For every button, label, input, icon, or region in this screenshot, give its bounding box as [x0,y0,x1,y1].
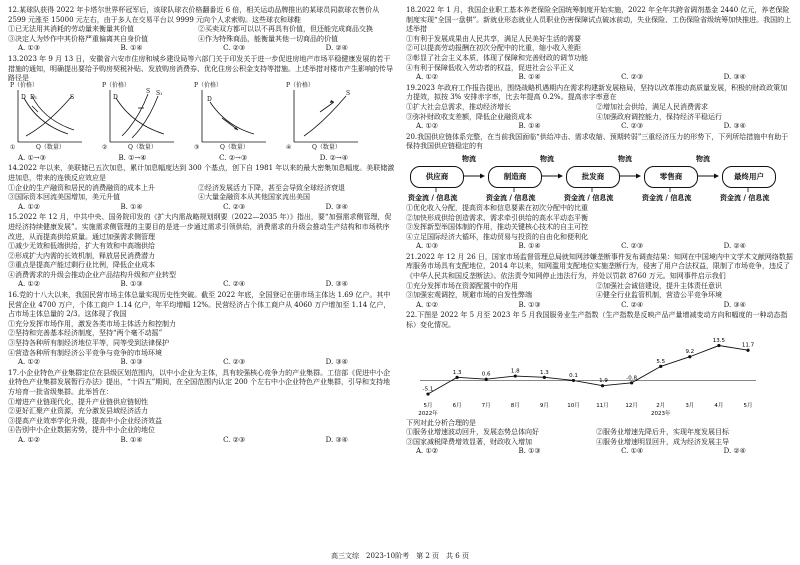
statement-item: ③国际资本回流美国增加，美元升值 [8,193,120,202]
flow-label-top: 物流 [540,153,554,163]
question-stem: 14.2022 年以来，美联储已五次加息，累计加息幅度达到 300 个基点，创下自 1981 年以来的最大密集加息幅度。美联储激进加息，带来的连锁反应效应是 [8,164,395,182]
answer-option-b[interactable]: B. ①④ [120,44,143,53]
chart-option-label: ① [10,143,16,151]
tick-label: 4月 [714,402,724,409]
statement-item: ④服务业增速明显回升，成为经济发展主导 [596,437,729,446]
question-22 [406,311,794,457]
statement-item: ①已无法用其消耗的劳动量来衡量其价值 [8,25,134,34]
curve-label: S₁ [156,89,163,97]
axis-label: Q（数量） [220,143,249,151]
answer-options [8,358,348,368]
answer-options [406,447,746,457]
data-point [426,392,429,395]
answer-option-d[interactable]: D. ③④ [723,300,746,309]
statement-item: ①增进产业链现代化，提升产业链供应链韧性 [8,397,148,406]
answer-option-d[interactable]: D. ③④ [325,280,348,289]
axis-label: P（价格） [194,81,223,89]
answer-options [406,242,746,252]
answer-option-a[interactable]: A. ①③ [18,44,41,53]
question-prompt: 下列对此分析合理的是 [406,418,476,427]
statement-item: ④有利于保障低收入劳动者的权益，促进社会公平正义 [406,63,574,72]
question-17 [8,369,396,446]
question-stem: 19.2023 年政府工作报告提出，围绕战略机遇期内在需求构建新发展格局，坚持以改革推动高质量发展，积极的财政政策加力提效，拟按 3% 安排赤字率，比去年提高 0.2%。提高赤字率意在 [406,83,788,102]
data-label: -5.1 [422,386,434,393]
chart-option-label: ④ [286,143,292,151]
question-stem: 15.2022 年 12 月，中共中央、国务院印发的《扩大内需战略规划纲要（2022—2035 年）》指出，要“加强需求侧管理，促进经济持续健康发展”。实施需求侧管理的主要目的是进一步通过需求引领供给，消费需求的升级会推动生产结构和市场秩序改进，从而提高供给质量。通过加强需求侧管理 [8,213,392,241]
question-13 [8,55,396,163]
statement-item: ①减少无效和低端供给，扩大有效和中高端供给 [8,242,155,251]
statement-item: ①充分发挥市场作用，激发各类市场主体活力和控制力 [8,319,176,328]
answer-option-c[interactable]: C. ②→③ [219,153,248,162]
axis-label: Q（数量） [36,143,65,151]
data-label: 13.5 [712,337,726,344]
question-20 [406,133,794,252]
tick-label: 11月 [596,402,609,409]
statement-item: ③提高产业效率学化升级，提高中小企业经济效益 [8,416,162,425]
answer-option-c[interactable]: C. ②③ [223,44,246,53]
answer-option-c[interactable]: C. ②③ [621,73,644,82]
answer-option-c[interactable]: C. ②③ [621,122,644,131]
statement-item: ①企业的生产融资和居民的消费融资的成本上升 [8,183,155,192]
curve-label: S [146,87,151,95]
question-stem: 22.下图是 2022 年 5 月至 2023 年 5 月我国服务业生产指数（生产指数是反映产品产量增减变动方向和幅度的一种动态指标）变化情况。 [406,311,788,330]
axis-label: Q（数量） [128,143,157,151]
answer-options [8,436,348,446]
data-label: 5.5 [656,358,666,365]
answer-options [8,280,348,290]
answer-option-c[interactable]: C. ①④ [621,447,644,456]
answer-option-c[interactable]: C. ②③ [223,202,246,211]
answer-option-b[interactable]: B. ①④ [518,73,541,82]
year-label: 2023年 [650,410,671,417]
statement-item: ④加强政府调控能力，保持经济平稳运行 [596,112,722,121]
flow-label-bottom: 资金流 / 信息流 [720,192,770,202]
tick-label: 5月 [743,402,753,409]
answer-option-d[interactable]: D. ③④ [325,358,348,367]
statement-item: ③发挥新型举国体制的作用，推动关键核心技术的自主可控 [406,223,588,232]
question-12 [8,6,396,54]
axis-label: Q（数量） [312,143,341,151]
data-point [514,374,517,377]
answer-option-a[interactable]: A. ①→③ [18,153,46,162]
flow-label-bottom: 资金流 / 信息流 [642,192,692,202]
tick-label: 10月 [567,402,580,409]
question-stem: 20.我国供应链体系完整，在当前我国面临“供给冲击、需求收缩、预期转弱”三重经济压力的形势下，下列所给措施中有助于保持我国供应链稳定的有 [406,132,789,151]
tick-label: 2月 [656,402,666,409]
data-point [717,344,720,347]
data-label: 11.7 [741,342,755,349]
curve-label: D [21,93,26,101]
left-column [8,6,396,447]
answer-options [406,301,746,311]
statement-item: ②加快形成供给创造需求、需求牵引供给的高水平动态平衡 [406,213,588,222]
flow-label-top: 物流 [618,153,632,163]
answer-option-a[interactable]: A. ①② [18,358,41,367]
statement-item: ④立足国际经济大循环，推动贸易与投资的自由化和便利化 [406,232,588,241]
series-line [428,345,748,394]
answer-option-a[interactable]: A. ①② [18,435,41,444]
answer-option-b[interactable]: B. ①③ [518,447,541,456]
data-label: 0.6 [481,371,491,378]
answer-option-b[interactable]: B. ①③ [120,280,143,289]
data-point [455,375,458,378]
question-stem: 16.党的十八大以来，我国民营市场主体总量实现历史性突破。截至 2022 年底，全国登记在册市场主体达 1.69 亿户。其中民营企业 4700 万户，个体工商户 1.14 亿户，年平均增幅 12%。民营经济占个体工商户从 4060 万户增加至 1.14 亿户，占市场主体总量的 2/3。这体现了我国 [8,291,391,319]
flow-label-top: 物流 [462,153,476,163]
question-16 [8,291,396,368]
answer-option-b[interactable]: B. ①③ [518,300,541,309]
answer-option-a[interactable]: A. ①② [416,300,439,309]
data-label: 1.3 [539,369,549,376]
statement-item: ④告别中小企业数据劣势，提升中小企业的地位 [8,426,155,435]
supply-demand-chart-4 [284,81,364,154]
statement-item: ④健全行业监管机制，营造公平竞争环境 [596,291,722,300]
curve-label: D [113,93,118,101]
answer-option-d[interactable]: D. ②④ [325,44,348,53]
question-19 [406,84,794,132]
answer-options [406,73,746,83]
tick-label: 12月 [625,402,638,409]
question-21 [406,253,794,311]
answer-option-c[interactable]: C. ②③ [223,435,246,444]
data-point [659,364,662,367]
supply-chain-diagram [406,152,794,204]
answer-option-d[interactable]: D. ②④ [723,242,746,251]
flow-label-bottom: 资金流 / 信息流 [486,192,536,202]
answer-option-a[interactable]: A. ①② [18,280,41,289]
data-point [630,381,633,384]
question-14 [8,164,396,212]
question-stem: 13.2023 年 9 月 13 日，安徽省六安市住房和城乡建设局等六部门关于印发关于进一步促进房地产市场平稳健康发展的若干措施的通知，明确提出要给予购房契税补贴、发放购房消费券、优化住房公积金支持等措施。上述举措对楼市产生影响的传导路径是 [8,54,393,83]
question-stem: 12.某球队获得 2022 年卡塔尔世界杯冠军后，该球队球衣价格翻番近 6 倍，相关运动品牌推出的某球员同款球衣售价从 2599 元涨至 15000 元左右，由于多人在交易平台以 9999 元向个人求索购。这些球衣和球鞋 [8,6,380,24]
question-stem: 17.小企业特色产业集群定位在县级区划范围内，以中小企业为主体，具有较强核心竞争力的产业集群。工信部《促进中小企业特色产业集群发展暂行办法》提出，“十四五”期间，在全国范围内认定 200 个左右中小企业特色产业集群，引导和支持地方培育一批省级集群。此举旨在： [8,368,391,396]
statement-item: ③弥补财政收支差额，降低企业融资成本 [406,112,532,121]
chart-option-label: ③ [194,143,200,151]
statement-item: ①有利于发展成果由人民共享，满足人民美好生活的需要 [406,34,581,43]
axis-label: P（价格） [286,81,315,89]
supply-demand-charts [8,81,396,154]
statement-item: ②增加社会供给，满足人民消费需求 [596,102,708,111]
statement-list [406,103,794,122]
answer-option-b[interactable]: B. ①④ [120,435,143,444]
statement-item: ③国家减税降费增效显著，财政收入增加 [406,437,532,446]
statement-item: ②加强社会诚信建设，提升主体责任意识 [596,281,722,290]
statement-item: ②可以提高劳动报酬在初次分配中的比重，缩小收入差距 [406,44,581,53]
answer-option-b[interactable]: B. ①④ [120,202,143,211]
answer-option-a[interactable]: A. ①② [18,202,41,211]
statement-list [406,282,794,301]
answer-option-a[interactable]: A. ①② [416,122,439,131]
answer-option-d[interactable]: D. ③④ [325,202,348,211]
page-footer: 高三文综 2023-10阶考 第 2 页 共 6 页 [331,552,469,560]
answer-option-b[interactable]: B. ①④ [518,242,541,251]
supply-demand-chart-2 [100,81,180,154]
axis-label: P（价格） [102,81,131,89]
tick-label: 8月 [510,402,520,409]
answer-option-d[interactable]: D. ③④ [325,435,348,444]
statement-item: ③重点是提高产能过剩行业比例，降低企业成本 [8,261,155,270]
statement-item: ③加强宏观调控，规避市场的自发性弊端 [406,291,532,300]
answer-option-d[interactable]: D. ②④ [723,447,746,456]
answer-options [8,154,348,164]
tick-label: 6月 [452,402,462,409]
statement-list [8,25,396,44]
flow-label-bottom: 资金流 / 信息流 [408,192,458,202]
statement-item: ②经济发展活力下降，甚至会导致全球经济衰退 [198,183,345,192]
answer-options [8,203,348,213]
flow-node-manufacturer: 制造商 [488,166,542,188]
answer-option-c[interactable]: C. ②③ [621,242,644,251]
flow-node-end-user: 最终用户 [722,166,776,188]
tick-label: 9月 [539,402,549,409]
answer-option-d[interactable]: D. ③④ [723,122,746,131]
tick-label: 7月 [481,402,491,409]
statement-item: ②更好汇聚产业资源，充分激发县域经济活力 [8,407,148,416]
statement-item: ①充分发挥市场在资源配置中的作用 [406,281,518,290]
statement-item: ①服务业增速波动回升，发展态势总体向好 [406,428,539,437]
statement-item: ④消费需求的升级会推动企业产品结构升级和产业转型 [8,270,176,279]
supply-demand-chart-1 [8,81,88,154]
right-column [406,6,794,458]
chart-option-label: ② [102,143,108,151]
data-label: 0.1 [569,372,578,379]
answer-option-a[interactable]: A. ①② [416,73,439,82]
statement-list [406,428,794,447]
answer-option-d[interactable]: D. ③④ [723,73,746,82]
answer-options [8,44,348,54]
flow-node-wholesaler: 批发商 [566,166,620,188]
curve-label: S [70,93,75,101]
data-point [485,377,488,380]
tick-label: 5月 [423,402,433,409]
statement-item: ④大量金融资本从其他国家流出美国 [198,193,310,202]
answer-option-d[interactable]: D. ②→④ [319,153,348,162]
answer-option-b[interactable]: B. ①③ [120,358,143,367]
curve-label: S [346,89,351,97]
flow-node-retailer: 零售商 [644,166,698,188]
axis-label: P（价格） [10,81,39,89]
curve-label: D [207,95,212,103]
supply-demand-chart-3 [192,81,272,154]
flow-label-bottom: 资金流 / 信息流 [564,192,614,202]
statement-item: ①优化收入分配，提高资本和信息要素在初次分配中的比重 [406,203,588,212]
data-label: 1.8 [510,368,520,375]
service-index-chart [406,331,766,419]
statement-item: ①扩大社会总需求，推动经济增长 [406,102,511,111]
answer-option-a[interactable]: A. ①③ [416,242,439,251]
statement-list [8,184,396,203]
statement-item: ④营造各种所有制经济公平竞争与竞争的市场环境 [8,348,162,357]
data-point [746,348,749,351]
statement-item: ③彰显了社会主义本质，体现了保障和完善财政的调节功能 [406,53,588,62]
data-point [601,384,604,387]
statement-item: ②买卖双方都可以以不再具有价值，但还能完成商品交换 [198,25,373,34]
answer-option-a[interactable]: A. ①② [416,447,439,456]
answer-option-b[interactable]: B. ①→④ [118,153,147,162]
data-label: -0.8 [626,374,638,381]
year-label: 2022年 [418,410,438,417]
question-stem: 21.2022 年 12 月 26 日，国家市场监督管理总局就知网涉嫌垄断事件发布调查结果：知网在中国境内中文学术文献网络数据库服务市场具有支配地位，2014 年以来，知网滥用支配地位实施垄断行为，侵害了用户合法权益，限制了市场竞争，违反了《中华人民共和国反垄断法》。依法责令知网停止违法行为，并处以罚款 8760 万元。知网事件启示我们 [406,252,793,281]
statement-item: ②服务业增速先降后升，实现年度发展目标 [596,428,729,437]
curve-label: D₁ [30,93,38,101]
answer-option-c[interactable]: C. ②④ [621,300,644,309]
statement-item: ②形成扩大内需的长效机制，释放居民消费潜力 [8,251,155,260]
data-point [543,375,546,378]
data-label: -1.9 [597,377,608,384]
data-label: 9.2 [685,348,695,355]
flow-label-top: 物流 [696,153,710,163]
statement-item: ②坚持和完善基本经济制度，坚持“两个毫不动摇” [8,329,163,338]
question-15 [8,213,396,290]
statement-item: ③坚持各种所有制经济地位平等，同等受到法律保护 [8,339,169,348]
data-label: 1.3 [452,369,462,376]
answer-option-c[interactable]: C. ②④ [223,280,246,289]
statement-item: ③决定人为炒作中其价格严重偏离其自身价值 [8,34,148,43]
tick-label: 3月 [685,402,695,409]
answer-option-b[interactable]: B. ①④ [518,122,541,131]
answer-options [406,122,746,132]
answer-option-c[interactable]: C. ②③ [223,358,246,367]
question-18 [406,6,794,83]
data-point [688,355,691,358]
question-stem: 18.2022 年 1 月，我国企业职工基本养老保险全国统筹制度开始实施，2022 年全年共跨省调剂基金 2440 亿元，养老保险制度实现“全国一盘棋”。新就业形态就业人员职业伤害保障试点破冰前动，失业保险、工伤保险省级统筹加快推进。我国的上述举措 [406,6,792,34]
service-index-svg [406,331,766,419]
data-point [572,379,575,382]
flow-node-supplier: 供应商 [410,166,464,188]
statement-item: ④作为特殊商品，能衡量其他一切商品的价值 [198,34,338,43]
